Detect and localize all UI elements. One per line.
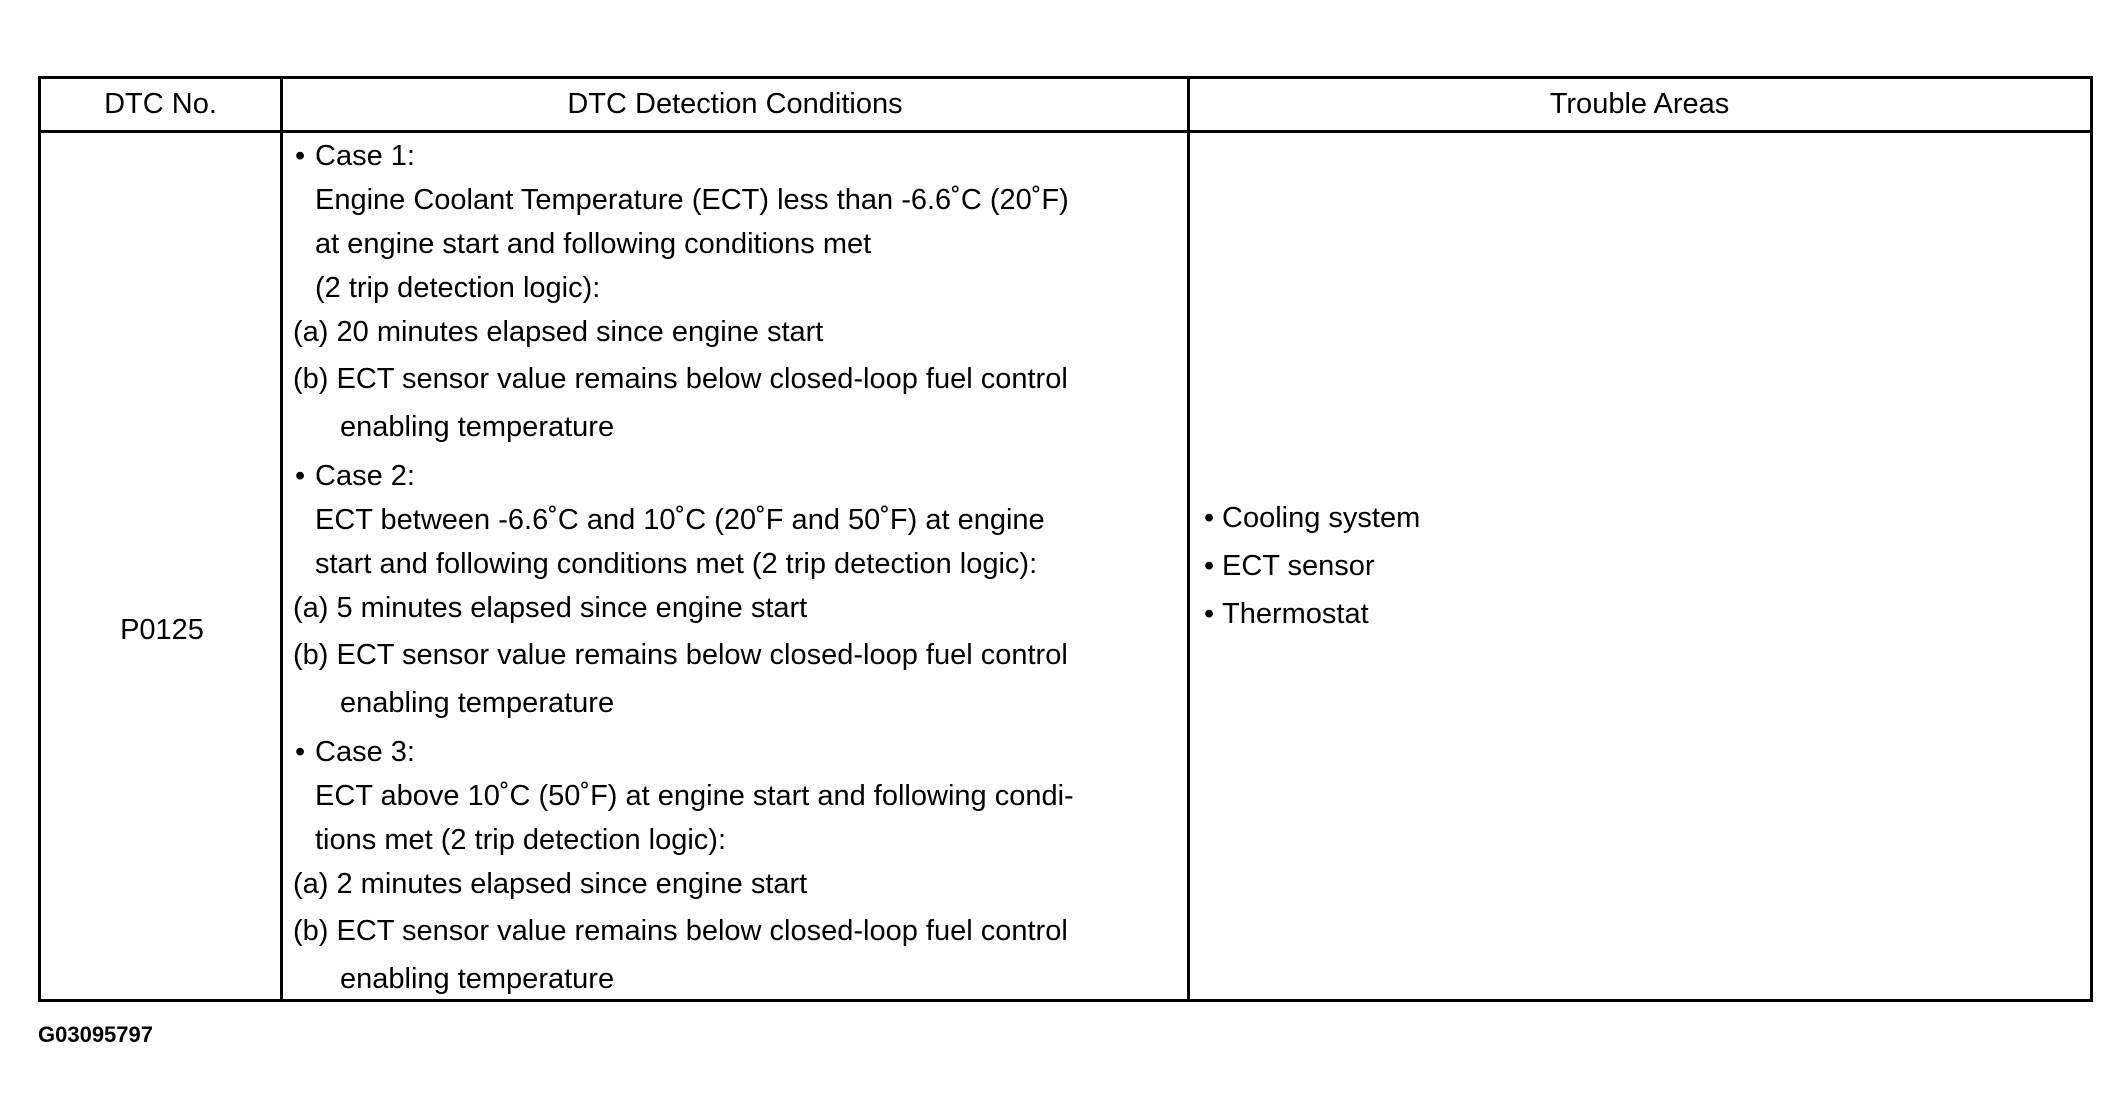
trouble-area-item [1204, 542, 1420, 590]
condition-text: Case 2: [315, 460, 415, 492]
trouble-area-text: ECT sensor [1222, 550, 1375, 582]
header-dtc-no: DTC No. [104, 88, 217, 120]
bullet-icon: • [1204, 502, 1215, 534]
condition-line [293, 639, 1068, 672]
condition-line [293, 824, 726, 857]
condition-line [293, 963, 614, 996]
trouble-area-text: Cooling system [1222, 502, 1421, 534]
condition-text: (b) ECT sensor value remains below closed-loop fuel control [293, 639, 1068, 671]
condition-line [293, 504, 1045, 537]
condition-text: (b) ECT sensor value remains below closed-loop fuel control [293, 915, 1068, 947]
trouble-area-item [1204, 590, 1420, 638]
dtc-code: P0125 [120, 614, 204, 646]
condition-line [293, 460, 415, 493]
condition-line [293, 592, 807, 625]
condition-text: Case 1: [315, 140, 415, 172]
condition-line [293, 736, 415, 769]
bullet-icon: • [295, 736, 306, 768]
dtc-table [38, 76, 2093, 1002]
condition-line [293, 868, 807, 901]
bullet-icon: • [295, 140, 306, 172]
condition-line [293, 687, 614, 720]
bullet-icon: • [1204, 598, 1215, 630]
condition-line [293, 316, 823, 349]
trouble-areas-list [1204, 494, 1420, 638]
header-trouble-areas: Trouble Areas [1549, 88, 1730, 120]
header-divider [41, 130, 2090, 133]
condition-line [293, 411, 614, 444]
bullet-icon: • [1204, 550, 1215, 582]
condition-text: (a) 20 minutes elapsed since engine start [293, 316, 824, 348]
condition-text: at engine start and following conditions met [315, 228, 872, 260]
condition-text: Engine Coolant Temperature (ECT) less than -6.6˚C (20˚F) [315, 184, 1069, 216]
condition-text: tions met (2 trip detection logic): [315, 824, 727, 856]
trouble-area-item [1204, 494, 1420, 542]
condition-text: (b) ECT sensor value remains below closed-loop fuel control [293, 363, 1068, 395]
condition-text: start and following conditions met (2 trip detection logic): [315, 548, 1038, 580]
column-divider-2 [1187, 79, 1190, 999]
condition-line [293, 363, 1068, 396]
condition-text: enabling temperature [340, 411, 615, 443]
condition-line [293, 548, 1037, 581]
condition-line [293, 780, 1074, 813]
condition-line [293, 915, 1068, 948]
column-divider-1 [280, 79, 283, 999]
condition-line [293, 272, 600, 305]
condition-text: (2 trip detection logic): [315, 272, 601, 304]
condition-text: ECT above 10˚C (50˚F) at engine start and following condi- [315, 780, 1074, 812]
condition-text: (a) 2 minutes elapsed since engine start [293, 868, 808, 900]
condition-line [293, 140, 415, 173]
condition-line [293, 184, 1069, 217]
header-detection-conditions: DTC Detection Conditions [567, 88, 903, 120]
condition-text: ECT between -6.6˚C and 10˚C (20˚F and 50˚F) at engine [315, 504, 1045, 536]
condition-text: enabling temperature [340, 963, 615, 995]
condition-text: enabling temperature [340, 687, 615, 719]
condition-text: (a) 5 minutes elapsed since engine start [293, 592, 808, 624]
condition-line [293, 228, 871, 261]
trouble-area-text: Thermostat [1222, 598, 1369, 630]
condition-text: Case 3: [315, 736, 415, 768]
bullet-icon: • [295, 460, 306, 492]
figure-id: G03095797 [38, 1022, 153, 1047]
